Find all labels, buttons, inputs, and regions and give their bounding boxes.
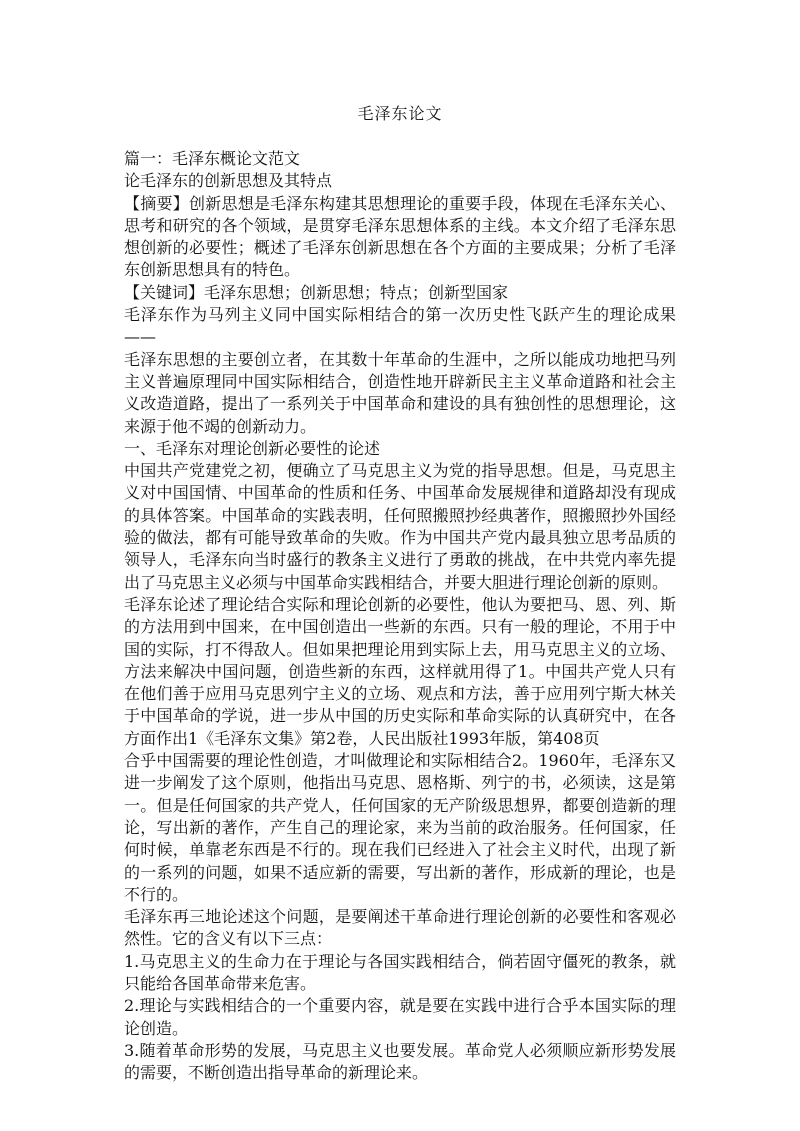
article-title: 论毛泽东的创新思想及其特点 xyxy=(124,171,333,191)
section-heading: 篇一：毛泽东概论文范文 xyxy=(124,149,301,168)
document-body xyxy=(124,148,676,1084)
keywords-paragraph: 【关键词】毛泽东思想；创新思想；特点；创新型国家 xyxy=(124,282,509,302)
list-item: 3.随着革命形势的发展，马克思主义也要发展。革命党人必须顺应新形势发展的需要，不断创造出指导革命的新理论来。 xyxy=(124,1040,676,1083)
list-item: 1.马克思主义的生命力在于理论与各国实践相结合，倘若固守僵死的教条，就只能给各国革命带来危害。 xyxy=(124,951,676,993)
body-paragraph: 毛泽东作为马列主义同中国实际相结合的第一次历史性飞跃产生的理论成果—— xyxy=(124,305,676,347)
document-title: 毛泽东论文 xyxy=(357,104,443,123)
body-paragraph: 合乎中国需要的理论性创造，才叫做理论和实际相结合2。1960年，毛泽东又进一步阐发了这个原则，他指出马克思、恩格斯、列宁的书，必须读，这是第一。但是任何国家的共产党人，任何国家的无产阶级思想界，都要创造新的理论，写出新的著作，产生自己的理论家，来为当前的政治服务。任何国家，任何时候，单靠老东西是不行的。现在我们已经进入了社会主义时代，出现了新的一系列的问题，如果不适应新的需要，写出新的著作，形成新的理论，也是不行的。 xyxy=(124,751,676,904)
body-paragraph: 毛泽东论述了理论结合实际和理论创新的必要性，他认为要把马、恩、列、斯的方法用到中国来，在中国创造出一些新的东西。只有一般的理论，不用于中国的实际，打不得敌人。但如果把理论用到实际上去，用马克思主义的立场、方法来解决中国问题，创造些新的东西，这样就用得了1。中国共产党人只有在他们善于应用马克思列宁主义的立场、观点和方法，善于应用列宁斯大林关于中国革命的学说，进一步从中国的历史实际和革命实际的认真研究中，在各方面作出1《毛泽东文集》第2卷，人民出版社1993年版，第408页 xyxy=(124,594,676,748)
body-paragraph: 毛泽东再三地论述这个问题，是要阐述干革命进行理论创新的必要性和客观必然性。它的含义有以下三点： xyxy=(124,907,676,949)
list-item: 2.理论与实践相结合的一个重要内容，就是要在实践中进行合乎本国实际的理论创造。 xyxy=(124,996,676,1038)
body-paragraph: 毛泽东思想的主要创立者，在其数十年革命的生涯中，之所以能成功地把马列主义普遍原理同中国实际相结合，创造性地开辟新民主主义革命道路和社会主义改造道路，提出了一系列关于中国革命和建设的具有独创性的思想理论，这来源于他不竭的创新动力。 xyxy=(124,349,676,436)
abstract-paragraph: 【摘要】创新思想是毛泽东构建其思想理论的重要手段，体现在毛泽东关心、思考和研究的各个领域，是贯穿毛泽东思想体系的主线。本文介绍了毛泽东思想创新的必要性；概述了毛泽东创新思想在各个方面的主要成果；分析了毛泽东创新思想具有的特色。 xyxy=(124,193,676,280)
body-paragraph: 中国共产党建党之初，便确立了马克思主义为党的指导思想。但是，马克思主义对中国国情、中国革命的性质和任务、中国革命发展规律和道路却没有现成的具体答案。中国革命的实践表明，任何照搬照抄经典著作，照搬照抄外国经验的做法，都有可能导致革命的失败。作为中国共产党内最具独立思考品质的领导人，毛泽东向当时盛行的教条主义进行了勇敢的挑战，在中共党内率先提出了马克思主义必须与中国革命实践相结合，并要大胆进行理论创新的原则。 xyxy=(124,461,676,592)
subsection-heading: 一、毛泽东对理论创新必要性的论述 xyxy=(124,438,381,458)
